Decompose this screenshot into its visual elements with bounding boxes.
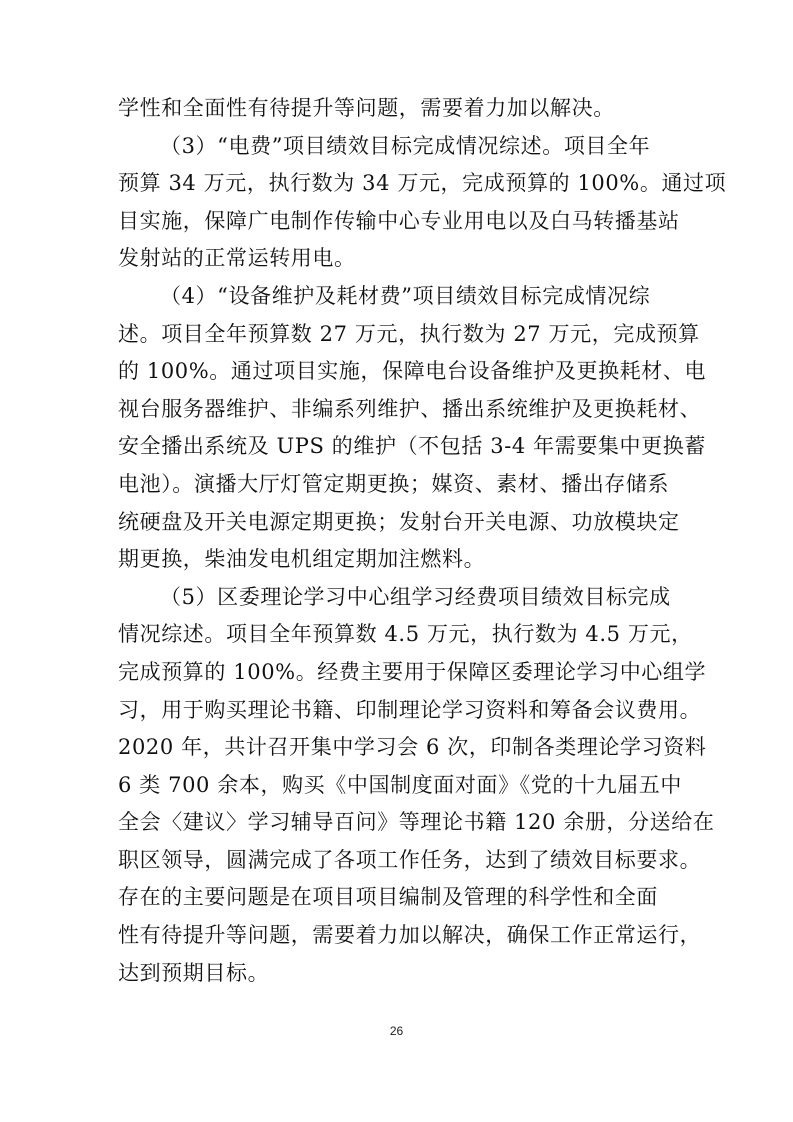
text-line: 习，用于购买理论书籍、印制理论学习资料和筹备会议费用。 <box>118 697 702 722</box>
text-line: 性有待提升等问题，需要着力加以解决，确保工作正常运行， <box>118 923 702 948</box>
text-line: 职区领导，圆满完成了各项工作任务，达到了绩效目标要求。 <box>118 847 702 872</box>
text-line: 述。项目全年预算数 27 万元，执行数为 27 万元，完成预算 <box>118 321 700 346</box>
text-line: 电池）。演播大厅灯管定期更换；媒资、素材、播出存储系 <box>118 471 670 496</box>
document-body <box>118 90 727 992</box>
text-line: 6 类 700 余本，购买《中国制度面对面》《党的十九届五中 <box>118 772 682 797</box>
text-line: 安全播出系统及 UPS 的维护（不包括 3-4 年需要集中更换蓄 <box>118 434 706 459</box>
paragraph-3-heading-line: （3）“电费”项目绩效目标完成情况综述。项目全年 <box>160 133 651 158</box>
text-line: 的 100%。通过项目实施，保障电台设备维护及更换耗材、电 <box>118 359 707 384</box>
text-line: 统硬盘及开关电源定期更换；发射台开关电源、功放模块定 <box>118 509 680 534</box>
text-line: 目实施，保障广电制作传输中心专业用电以及白马转播基站 <box>118 208 680 233</box>
text-line: 发射站的正常运转用电。 <box>118 246 356 271</box>
text-line: 学性和全面性有待提升等问题，需要着力加以解决。 <box>118 96 615 120</box>
text-line: 期更换，柴油发电机组定期加注燃料。 <box>118 547 486 572</box>
text-line: 全会〈建议〉学习辅导百问》等理论书籍 120 余册，分送给在 <box>118 810 715 835</box>
paragraph-5-heading-line: （5）区委理论学习中心组学习经费项目绩效目标完成 <box>160 584 671 609</box>
page-number: 26 <box>389 1024 404 1038</box>
text-line: 完成预算的 100%。经费主要用于保障区委理论学习中心组学 <box>118 659 707 684</box>
text-line: 达到预期目标。 <box>118 960 270 985</box>
text-line: 2020 年，共计召开集中学习会 6 次，印制各类理论学习资料 <box>118 735 707 760</box>
text-line: 情况综述。项目全年预算数 4.5 万元，执行数为 4.5 万元， <box>118 622 693 647</box>
text-line: 存在的主要问题是在项目项目编制及管理的科学性和全面 <box>118 885 658 910</box>
text-line: 视台服务器维护、非编系列维护、播出系统维护及更换耗材、 <box>118 396 702 421</box>
paragraph-4-heading-line: （4）“设备维护及耗材费”项目绩效目标完成情况综 <box>160 283 651 308</box>
text-line: 预算 34 万元，执行数为 34 万元，完成预算的 100%。通过项 <box>118 171 727 196</box>
